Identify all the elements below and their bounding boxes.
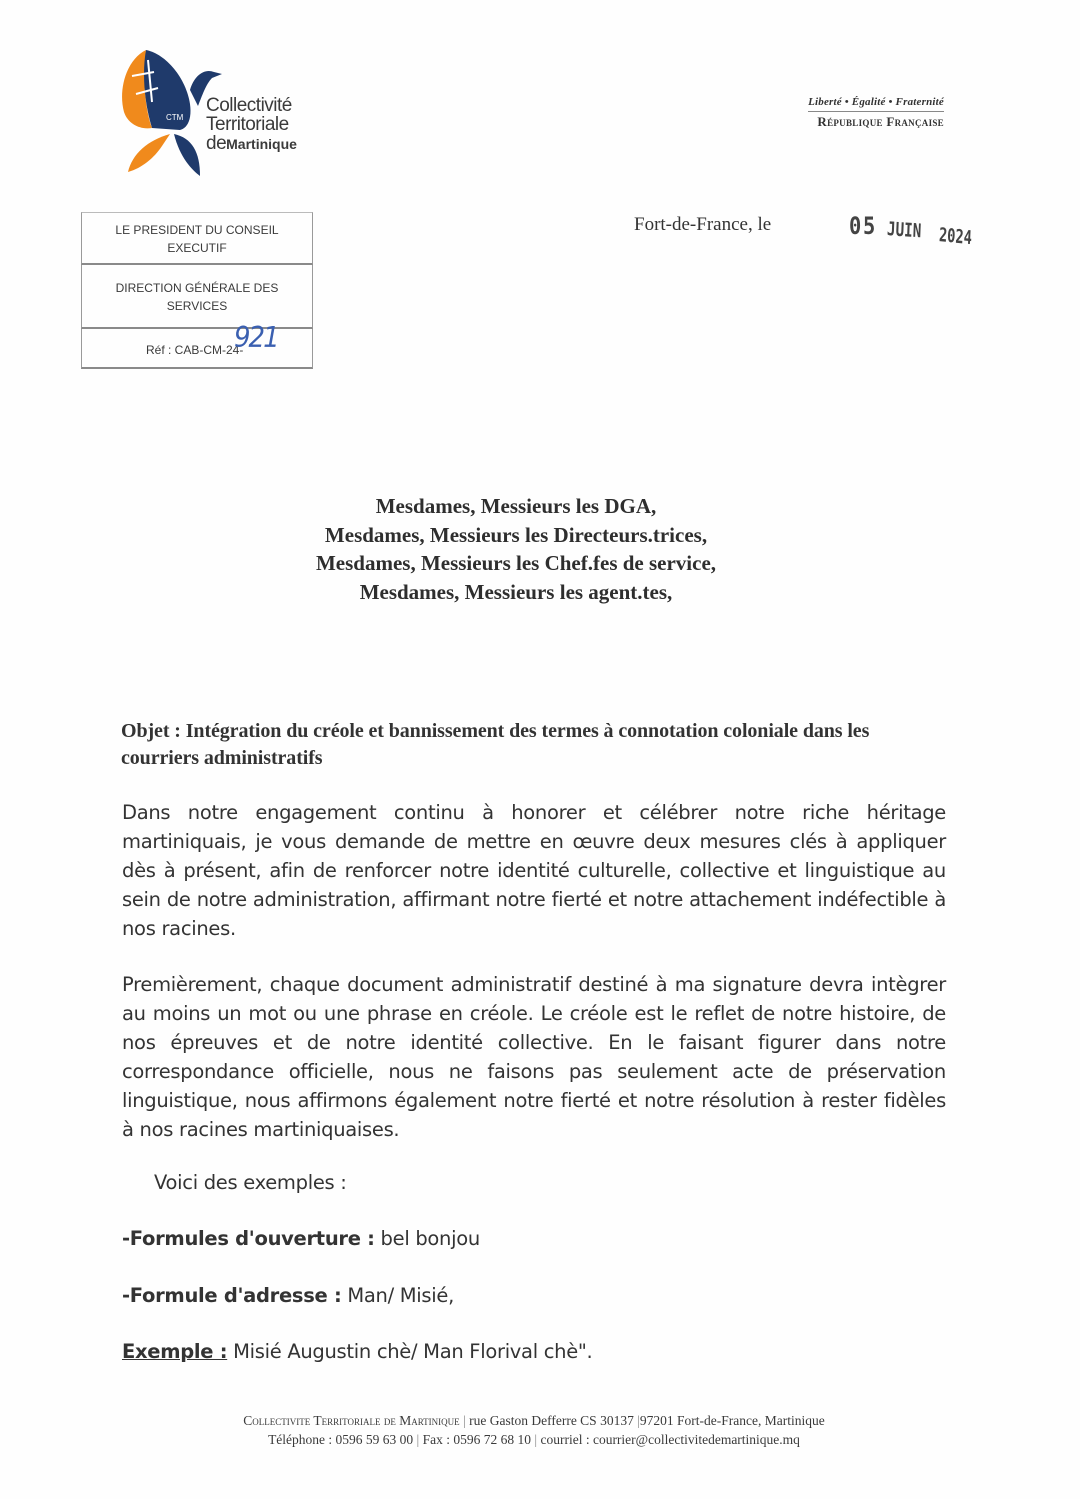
- logo-line-2: Territoriale: [206, 114, 289, 135]
- examples-intro: Voici des exemples :: [154, 1171, 347, 1194]
- footer-separator: |: [463, 1413, 470, 1428]
- example-value: Man/ Misié,: [341, 1284, 454, 1307]
- svg-text:CTM: CTM: [166, 113, 184, 122]
- body-paragraph-2: Premièrement, chaque document administratif destiné à ma signature devra intègrer au moins un mot ou une phrase en créole. Le créole est le reflet de notre histoire, de nos épreuves et de notre identité collective. En le faisant figurer dans notre correspondance officielle, nous ne faisons pas seulement acte de préservation linguistique, nous affirmons également notre fierté et notre résolution à rester fidèles à nos racines martiniquaises.: [122, 973, 946, 1141]
- sender-box: [81, 212, 313, 369]
- example-value: Misié Augustin chè/ Man Florival chè".: [227, 1340, 593, 1363]
- republic-motto: Liberté • Égalité • Fraternité: [808, 96, 944, 112]
- addressee-line: Mesdames, Messieurs les Directeurs.trices,: [324, 522, 708, 547]
- footer-separator: |: [416, 1432, 423, 1447]
- reference-number-handwritten: 921: [234, 321, 278, 355]
- body-paragraph-1: Dans notre engagement continu à honorer et célébrer notre riche héritage martiniquais, je vous demande de mettre en œuvre deux mesures clés à appliquer dès à présent, afin de renforcer notre identité culturelle, collective et linguistique au sein de notre administration, affirmant notre fierté et notre attachement indéfectible à nos racines.: [122, 801, 946, 940]
- footer-city: 97201 Fort-de-France, Martinique: [639, 1413, 825, 1428]
- date-day: 05: [849, 212, 877, 240]
- ctm-logo: [118, 42, 318, 182]
- sender-office: LE PRESIDENT DU CONSEIL EXECUTIF: [81, 212, 313, 265]
- example-value: bel bonjou: [374, 1227, 480, 1250]
- footer-address: rue Gaston Defferre CS 30137: [469, 1413, 634, 1428]
- footer-phone: Téléphone : 0596 59 63 00: [268, 1432, 414, 1447]
- sender-direction: DIRECTION GÉNÉRALE DES SERVICES: [81, 265, 313, 329]
- letter-subject: Objet : Intégration du créole et bannissement des termes à connotation coloniale dans les courriers administratifs: [121, 720, 870, 769]
- logo-line-3-prefix: de: [206, 133, 227, 154]
- footer-fax: Fax : 0596 72 68 10: [422, 1432, 532, 1447]
- date-year: 2024: [938, 224, 973, 250]
- example-address-formula: [122, 1284, 454, 1307]
- footer-org: Collectivite Territoriale de Martinique: [243, 1413, 460, 1428]
- example-sample: [122, 1340, 592, 1363]
- footer-separator: |: [534, 1432, 541, 1447]
- footer-line-1: [0, 1411, 1068, 1430]
- example-label: Exemple :: [122, 1340, 228, 1363]
- addressee-block: [0, 492, 1032, 606]
- reference-cell: [81, 321, 313, 369]
- letter-footer: [0, 1411, 1068, 1449]
- footer-separator: |: [637, 1413, 640, 1428]
- logo-line-3-bold: Martinique: [226, 136, 297, 152]
- example-opening-formula: [122, 1227, 480, 1250]
- republic-mark: [808, 96, 944, 130]
- example-label: -Formules d'ouverture :: [122, 1227, 375, 1250]
- date-place: Fort-de-France, le: [634, 214, 772, 235]
- footer-email: courriel : courrier@collectivitedemartinique.mq: [540, 1432, 800, 1447]
- logo-wordmark: [206, 96, 297, 154]
- logo-line-1: Collectivité: [206, 95, 292, 116]
- addressee-line: Mesdames, Messieurs les agent.tes,: [359, 579, 673, 604]
- date-month: JUIN: [886, 218, 922, 243]
- addressee-line: Mesdames, Messieurs les DGA,: [375, 494, 657, 518]
- date-stamp: [849, 212, 973, 250]
- republic-name: République Française: [817, 114, 944, 129]
- example-label: -Formule d'adresse :: [122, 1284, 342, 1307]
- logo-line-3: [206, 134, 297, 154]
- footer-line-2: [0, 1430, 1068, 1449]
- reference-label: Réf : CAB-CM-24-: [146, 343, 244, 357]
- addressee-line: Mesdames, Messieurs les Chef.fes de service,: [315, 551, 717, 575]
